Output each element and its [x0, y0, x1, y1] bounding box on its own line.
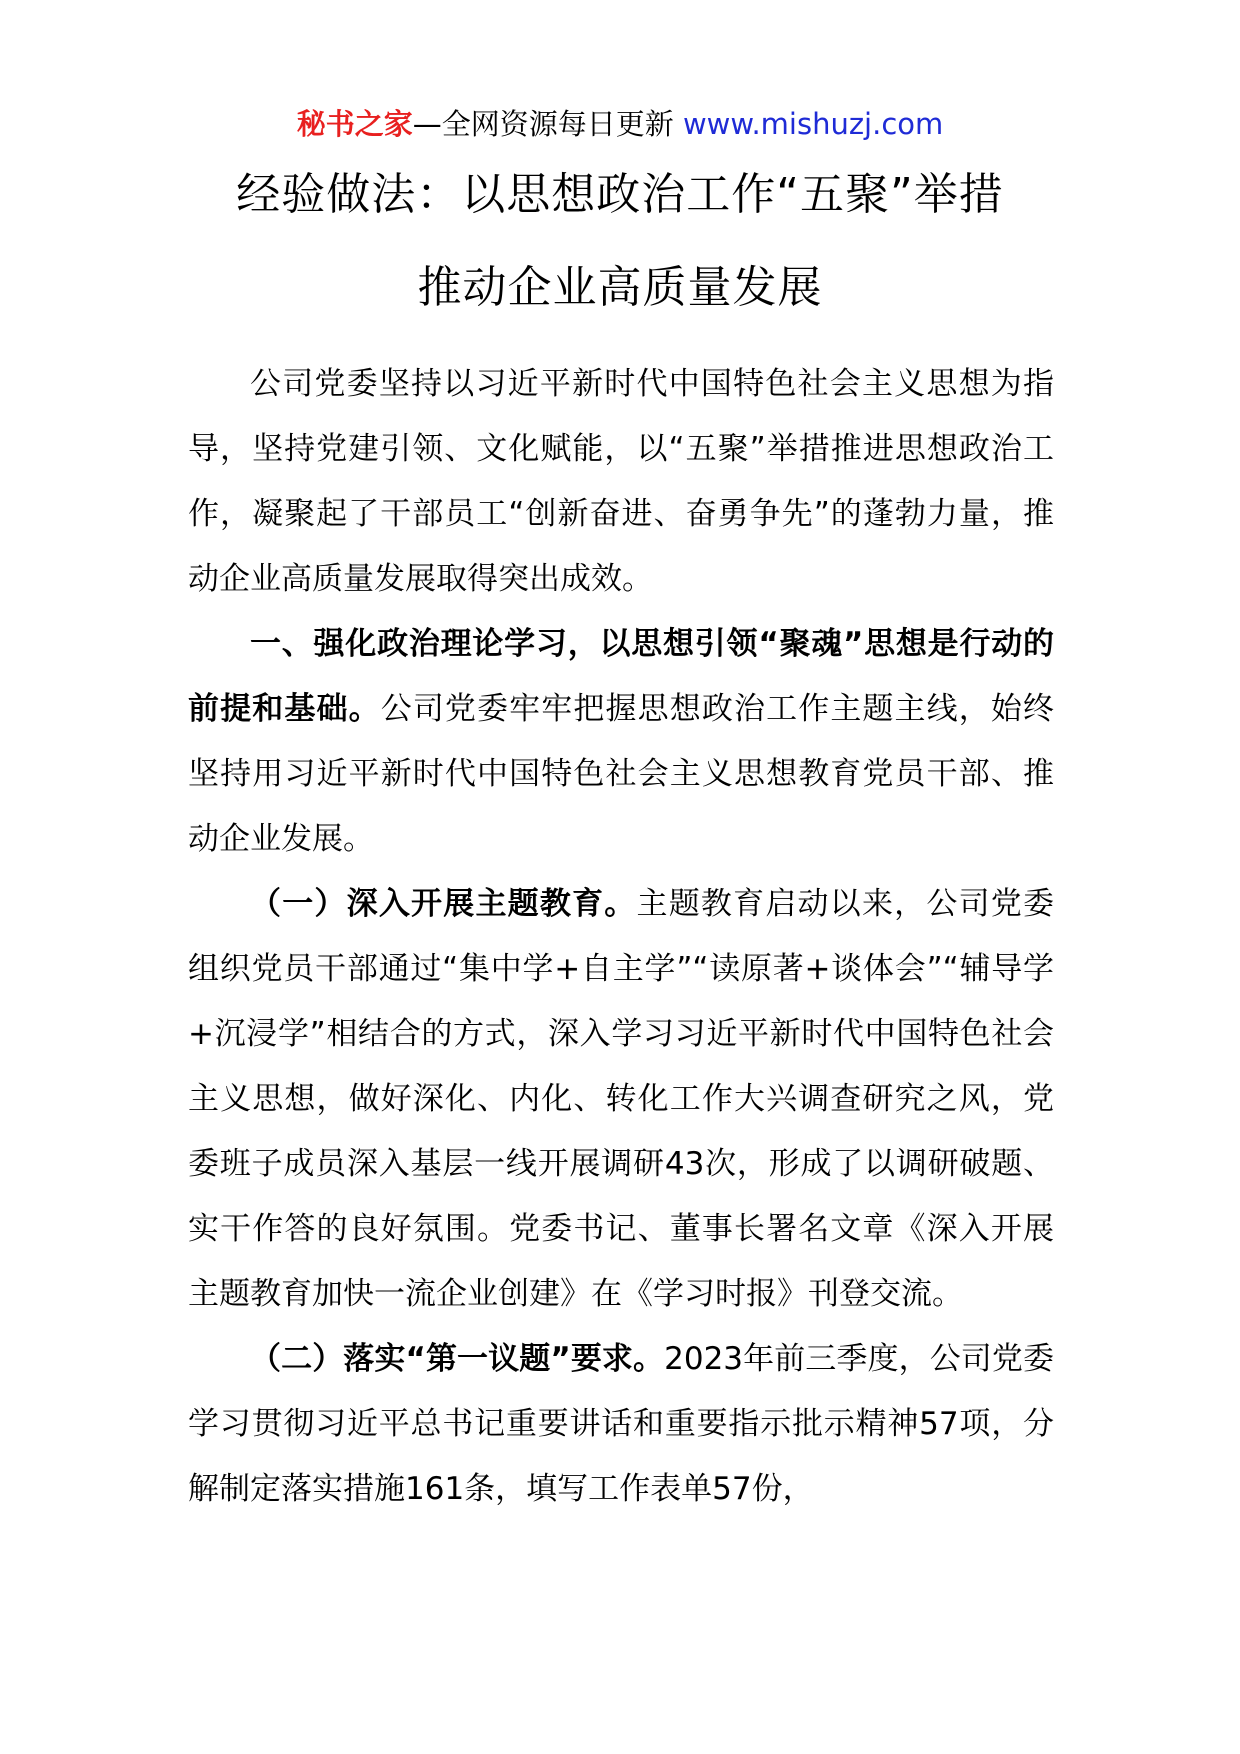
- subsection-2-paragraph: [188, 1327, 1054, 1522]
- section-1-paragraph: [188, 612, 1054, 872]
- section-1-text: 公司党委牢牢把握思想政治工作主题主线，始终坚持用习近平新时代中国特色社会主义思想教育党员干部、推动企业发展。: [188, 691, 1055, 857]
- subsection-2-text: 2023年前三季度，公司党委学习贯彻习近平总书记重要讲话和重要指示批示精神57项，分解制定落实措施161条，填写工作表单57份，: [188, 1341, 1054, 1507]
- document-title-line-1: 经验做法：以思想政治工作“五聚”举措: [236, 169, 1004, 220]
- subsection-1-paragraph: [188, 872, 1054, 1327]
- subsection-2-heading: （二）落实“第一议题”要求。: [250, 1341, 665, 1377]
- subsection-1-text: 主题教育启动以来，公司党委组织党员干部通过“集中学+自主学”“读原著+谈体会”“辅导学+沉浸学”相结合的方式，深入学习习近平新时代中国特色社会主义思想，做好深化、内化、转化工作大兴调查研究之风，党委班子成员深入基层一线开展调研43次，形成了以调研破题、实干作答的良好氛围。党委书记、董事长署名文章《深入开展主题教育加快一流企业创建》在《学习时报》刊登交流。: [188, 886, 1054, 1312]
- site-header: [0, 100, 1240, 148]
- site-url-link[interactable]: www.mishuzj.com: [682, 107, 944, 141]
- section-1-heading: 一、强化政治理论学习，以思想引领“聚魂”思想是行动的前提和基础。: [188, 626, 1054, 727]
- document-body: [188, 352, 1054, 1522]
- site-tagline: —全网资源每日更新: [412, 107, 674, 141]
- document-title-line-2: 推动企业高质量发展: [417, 262, 823, 313]
- intro-paragraph: 公司党委坚持以习近平新时代中国特色社会主义思想为指导，坚持党建引领、文化赋能，以“五聚”举措推进思想政治工作，凝聚起了干部员工“创新奋进、奋勇争先”的蓬勃力量，推动企业高质量发展取得突出成效。: [188, 366, 1054, 597]
- subsection-1-heading: （一）深入开展主题教育。: [250, 886, 637, 922]
- site-brand: 秘书之家: [296, 107, 413, 141]
